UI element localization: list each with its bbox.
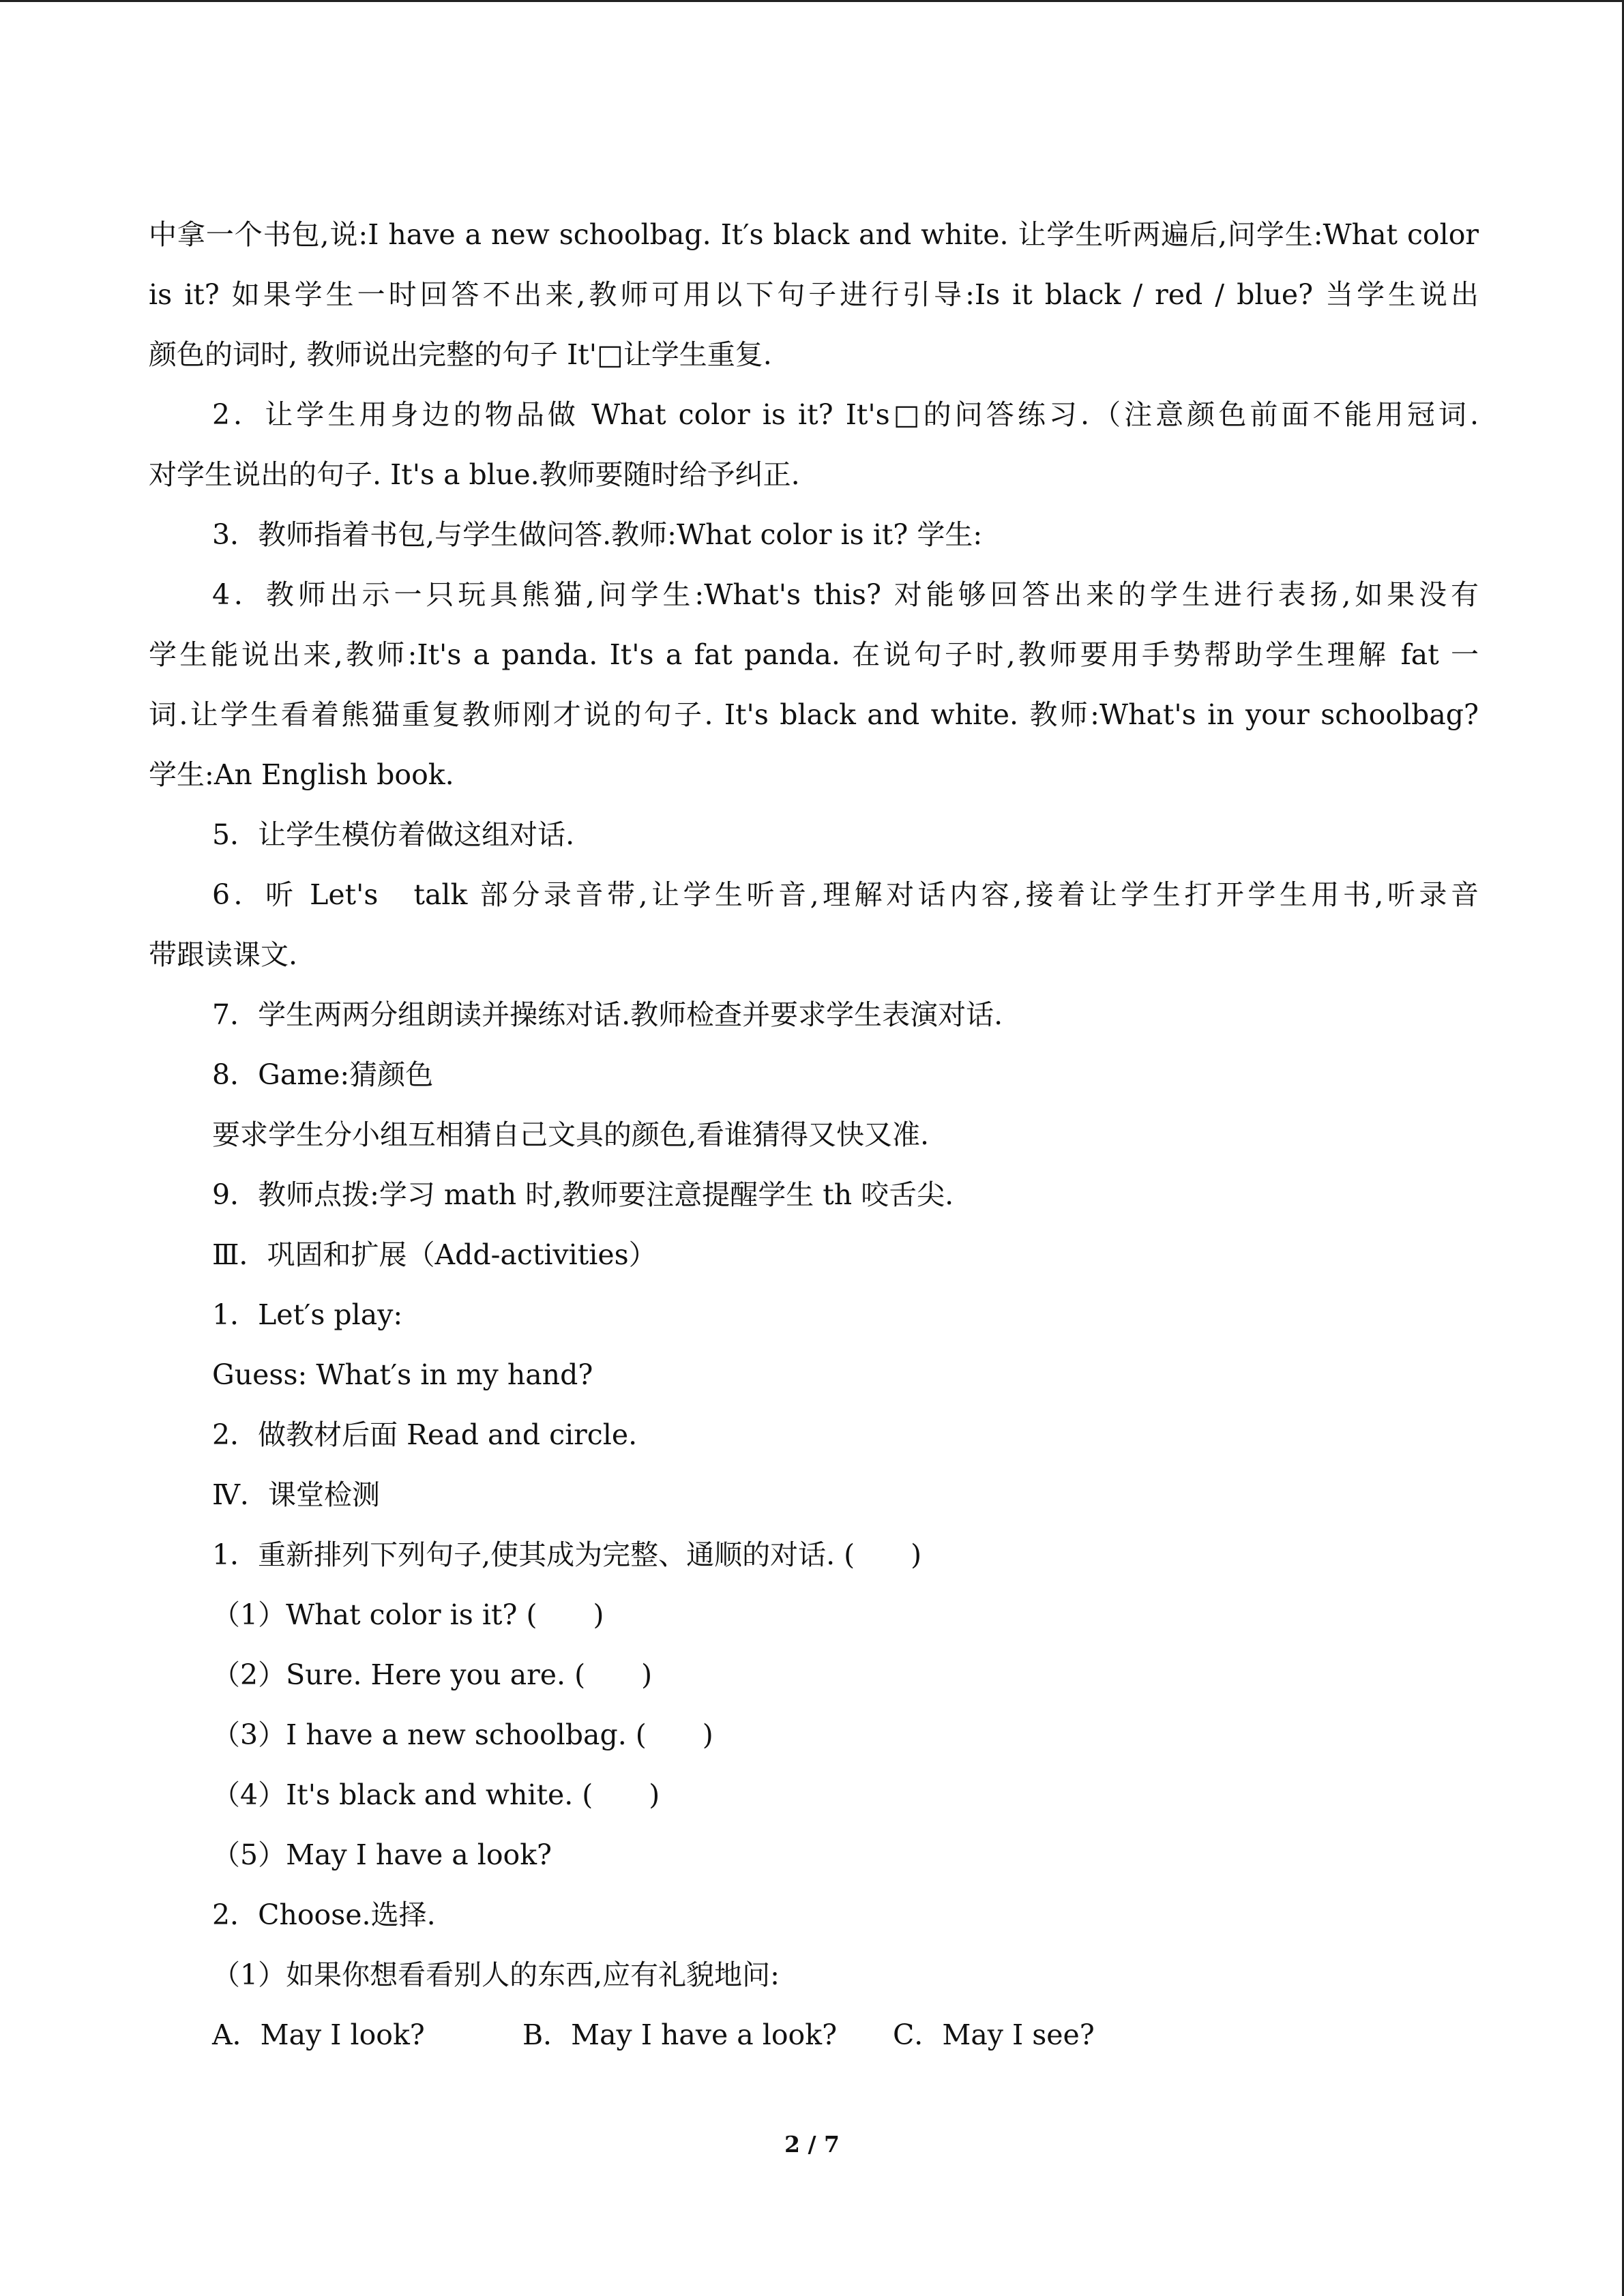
dialogue-item-4: （4）It's black and white. ( ) (212, 1778, 660, 1811)
answer-choices (149, 2005, 1479, 2065)
document-body (149, 205, 1479, 2065)
section-heading-3: Ⅲ．巩固和扩展（Add-activities） (212, 1238, 657, 1271)
dialogue-item-1: （1）What color is it? ( ) (212, 1598, 604, 1631)
paragraph-line: 中拿一个书包,说:I have a new schoolbag. It′s black and white. 让学生听两遍后,问学生:What color (149, 218, 1479, 251)
paragraph-line: 学生:An English book. (149, 758, 454, 791)
paragraph-line: is it? 如果学生一时回答不出来,教师可用以下句子进行引导:Is it black / red / blue? 当学生说出 (149, 278, 1479, 311)
choice-c: C．May I see? (893, 2018, 1095, 2051)
sub-question-1: （1）如果你想看看别人的东西,应有礼貌地问: (212, 1958, 780, 1991)
page-number: 2 / 7 (784, 2131, 840, 2158)
step-4-line: 4．教师出示一只玩具熊猫,问学生:What's this? 对能够回答出来的学生进行表扬,如果没有 (212, 578, 1479, 611)
step-2-line: 2．让学生用身边的物品做 What color is it? It's□的问答练习.（注意颜色前面不能用冠词. (212, 398, 1479, 431)
game-instruction-line: 要求学生分小组互相猜自己文具的颜色,看谁猜得又快又准. (212, 1118, 930, 1151)
paragraph-line: 颜色的词时, 教师说出完整的句子 It'□让学生重复. (149, 338, 772, 371)
step-7-line: 7．学生两两分组朗读并操练对话.教师检查并要求学生表演对话. (212, 998, 1003, 1031)
dialogue-item-3: （3）I have a new schoolbag. ( ) (212, 1718, 713, 1751)
step-8-line: 8．Game:猜颜色 (212, 1058, 434, 1091)
activity-1-line: 1．Let′s play: (212, 1298, 403, 1331)
dialogue-item-2: （2）Sure. Here you are. ( ) (212, 1658, 653, 1691)
step-6-line: 6．听 Let's talk 部分录音带,让学生听音,理解对话内容,接着让学生打开学生用书,听录音 (212, 878, 1479, 911)
step-9-line: 9．教师点拨:学习 math 时,教师要注意提醒学生 th 咬舌尖. (212, 1178, 954, 1211)
question-1-line: 1．重新排列下列句子,使其成为完整、通顺的对话. ( ) (212, 1538, 922, 1571)
step-3-line: 3．教师指着书包,与学生做问答.教师:What color is it? 学生: (212, 518, 983, 551)
paragraph-line: 带跟读课文. (149, 938, 298, 971)
question-2-line: 2．Choose.选择. (212, 1898, 436, 1931)
paragraph-line: 对学生说出的句子. It's a blue.教师要随时给予纠正. (149, 458, 800, 491)
step-5-line: 5．让学生模仿着做这组对话. (212, 818, 575, 851)
activity-guess-line: Guess: What′s in my hand? (212, 1358, 593, 1391)
activity-2-line: 2．做教材后面 Read and circle. (212, 1418, 638, 1451)
dialogue-item-5: （5）May I have a look? (212, 1838, 552, 1871)
paragraph-line: 学生能说出来,教师:It's a panda. It's a fat panda. 在说句子时,教师要用手势帮助学生理解 fat 一 (149, 638, 1479, 671)
paragraph-line: 词.让学生看着熊猫重复教师刚才说的句子. It's black and white. 教师:What's in your schoolbag? (149, 698, 1479, 731)
choice-b: B．May I have a look? (522, 2018, 838, 2051)
top-border (0, 0, 1624, 2)
choice-a: A．May I look? (212, 2018, 425, 2051)
section-heading-4: Ⅳ．课堂检测 (212, 1478, 380, 1511)
